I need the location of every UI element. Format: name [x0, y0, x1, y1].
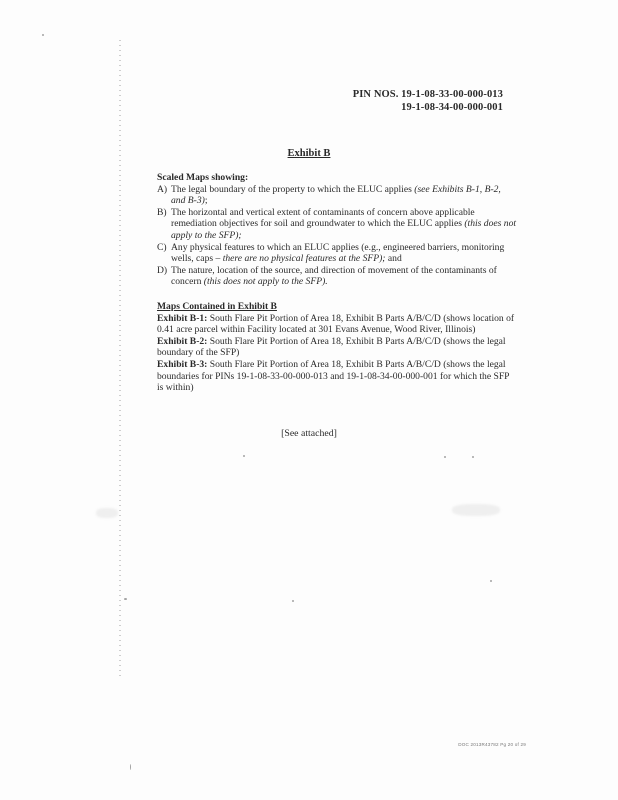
scan-speck: [292, 600, 294, 602]
list-item-text: The legal boundary of the property to which the ELUC applies: [171, 183, 415, 195]
map-entry-label: Exhibit B-1:: [157, 312, 208, 324]
scan-speck: [444, 456, 446, 458]
list-item: [157, 184, 517, 207]
list-marker: A): [157, 183, 168, 195]
list-marker: D): [157, 264, 168, 276]
map-entry: [157, 336, 517, 359]
pin-number-line-1: PIN NOS. 19-1-08-33-00-000-013: [352, 89, 503, 100]
list-item-tail: ;: [204, 195, 208, 207]
map-entry-label: Exhibit B-2:: [157, 335, 208, 347]
scan-smudge-right: [452, 504, 500, 516]
list-item-text: Any physical features to which an ELUC applies (e.g., engineered barriers, monitoring wells, caps –: [171, 241, 505, 265]
list-item-note: (this does not apply to the SFP).: [203, 276, 328, 288]
scaled-maps-heading: Scaled Maps showing:: [157, 172, 249, 183]
document-body: [157, 172, 517, 394]
recording-stamp: DOC 2013R43782 Pg 20 of 29: [458, 742, 526, 747]
list-item-note: there are no physical features at the SFP);: [222, 253, 386, 265]
list-item-text: The horizontal and vertical extent of contaminants of concern above applicable remediation objectives for soil and groundwater to which the ELUC applies: [171, 206, 475, 230]
scan-speck: [42, 34, 44, 36]
list-item: [157, 265, 517, 288]
map-entry: [157, 313, 517, 336]
exhibit-title: Exhibit B: [287, 148, 331, 159]
scan-speck: [472, 456, 474, 458]
scaled-maps-list: [157, 184, 517, 288]
list-item: [157, 207, 517, 242]
maps-contained-heading: Maps Contained in Exhibit B: [157, 300, 277, 312]
list-marker: C): [157, 241, 167, 253]
scan-speck: [490, 580, 492, 582]
scan-edge-artifact: [119, 40, 121, 680]
see-attached-note: [See attached]: [281, 428, 337, 439]
list-item-tail: and: [385, 253, 402, 265]
list-item-text: The nature, location of the source, and direction of movement of the contaminants of concern: [171, 264, 497, 288]
list-item-note: (this does not apply to the SFP);: [171, 218, 517, 241]
list-item: [157, 242, 517, 265]
map-entry-label: Exhibit B-3:: [157, 358, 208, 370]
pin-number-line-2: 19-1-08-34-00-000-001: [401, 102, 503, 113]
map-entry-text: South Flare Pit Portion of Area 18, Exhibit B Parts A/B/C/D (shows the legal boundaries for PINs 19-1-08-33-00-000-013 and 19-1-08-34-00-000-001 for which the SFP is within): [157, 358, 510, 394]
map-entry-text: South Flare Pit Portion of Area 18, Exhibit B Parts A/B/C/D (shows location of 0.41 acre parcel within Facility located at 301 Evans Avenue, Wood River, Illinois): [157, 312, 515, 336]
pin-numbers-block: [353, 88, 503, 114]
map-entry: [157, 359, 517, 394]
map-entry-text: South Flare Pit Portion of Area 18, Exhibit B Parts A/B/C/D (shows the legal boundary of the SFP): [157, 335, 506, 359]
scan-smudge-left: [96, 508, 118, 518]
scan-speck: [130, 764, 131, 770]
scan-speck: [124, 598, 127, 600]
list-item-note: (see Exhibits B-1, B-2, and B-3): [171, 183, 501, 207]
list-marker: B): [157, 206, 167, 218]
scan-speck: [243, 455, 245, 457]
